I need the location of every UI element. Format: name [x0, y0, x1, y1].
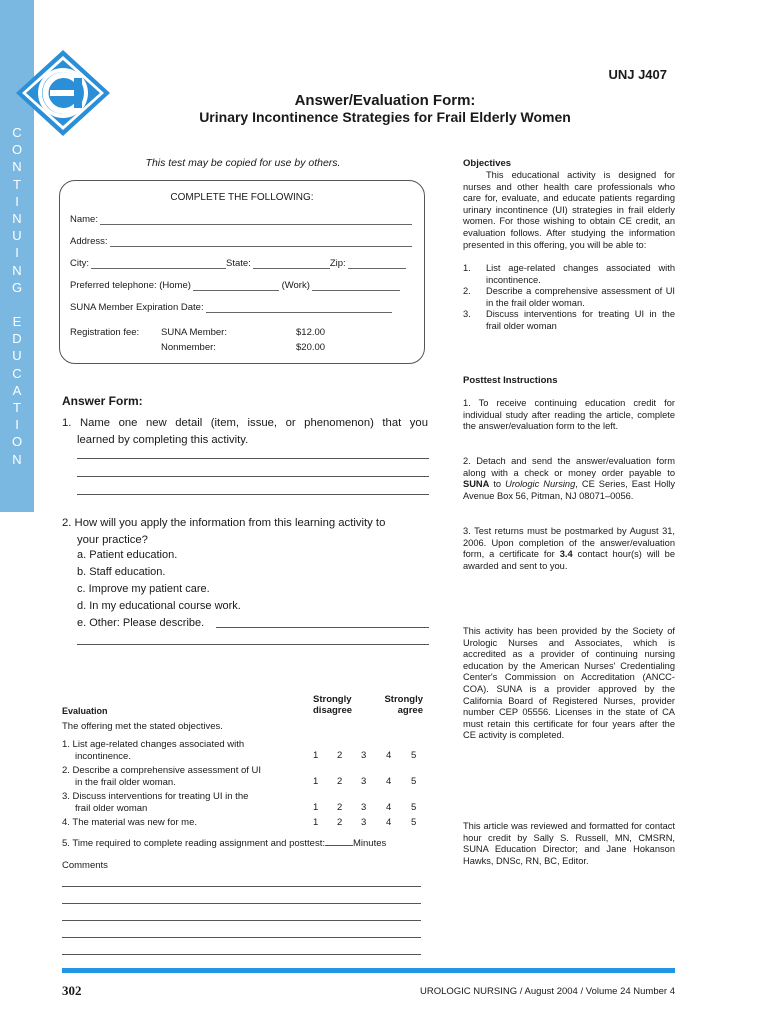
page-number: 302 [62, 983, 82, 998]
city-label: City: [70, 258, 89, 269]
evaluation-item-text: incontinence. [75, 750, 131, 762]
form-title: Answer/Evaluation Form: [294, 92, 476, 109]
comments-line[interactable] [62, 937, 421, 938]
question-1-line2: learned by completing this activity. [77, 434, 249, 446]
sidebar-letter: I [15, 245, 19, 261]
objective-item [463, 263, 675, 286]
city-field[interactable] [91, 258, 226, 269]
city-state-zip-row [70, 258, 406, 271]
rating-option[interactable]: 1 [313, 817, 319, 828]
objective-number: 2. [463, 286, 471, 297]
journal-name: Urologic Nursing [505, 479, 576, 490]
posttest-step-2-text: 2. Detach and send the answer/evaluation form along with a check or money order payable to [463, 456, 675, 478]
state-field[interactable] [253, 258, 330, 269]
name-label: Name: [70, 214, 98, 225]
option-course-work[interactable]: d. In my educational course work. [77, 600, 241, 612]
option-patient-care[interactable]: c. Improve my patient care. [77, 583, 210, 595]
time-required-text: 5. Time required to complete reading assignment and posttest: [62, 838, 325, 849]
comments-line[interactable] [62, 886, 421, 887]
strongly-disagree-line1: Strongly [313, 694, 352, 705]
zip-field[interactable] [348, 258, 406, 269]
posttest-step-3 [463, 526, 675, 572]
objective-item [463, 309, 675, 332]
comments-line[interactable] [62, 920, 421, 921]
nonmember-label: Nonmember: [161, 342, 216, 353]
state-label: State: [226, 258, 251, 269]
review-note: This article was reviewed and formatted for contact hour credit by Sally S. Russell, MN, CMSRN, SUNA Education Director; and Jane Hokanson Hawks, DNSc, RN, BC, Editor. [463, 821, 675, 866]
zip-label: Zip: [329, 258, 346, 269]
rating-option[interactable]: 5 [411, 802, 417, 813]
rating-option[interactable]: 3 [361, 802, 367, 813]
question-2-line1: 2. How will you apply the information from this learning activity to [62, 517, 386, 529]
posttest-step-2-text: to [489, 479, 506, 490]
journal-id: UNJ J407 [608, 67, 667, 82]
rating-option[interactable]: 4 [386, 802, 392, 813]
question-1-answer-line[interactable] [77, 494, 429, 495]
journal-citation: UROLOGIC NURSING / August 2004 / Volume 24 Number 4 [419, 986, 675, 997]
evaluation-heading: Evaluation [62, 706, 108, 716]
rating-option[interactable]: 3 [361, 776, 367, 787]
comments-line[interactable] [62, 903, 421, 904]
sidebar-letter: N [12, 451, 22, 467]
sidebar-letter: N [12, 159, 22, 175]
option-other[interactable]: e. Other: Please describe. [77, 617, 205, 629]
accreditation-statement: This activity has been provided by the Society of Urologic Nurses and Associates, which is accredited as a provider of continuing nursing education by the American Nurses' Credentialing Center's Commission on Accreditation (ANCC-COA). SUNA is a provider approved by the California Board of Registered Nurses, provider number CEP 05556. Licenses in the state of CA must retain this certificate for four years after the CE activity is completed. [463, 626, 675, 741]
objective-number: 1. [463, 263, 471, 273]
evaluation-item [62, 817, 197, 829]
posttest-heading: Posttest Instructions [463, 375, 558, 386]
nonmember-fee: $20.00 [296, 342, 326, 353]
strongly-disagree-label [313, 694, 352, 716]
member-label: SUNA Member: [161, 327, 227, 338]
answer-form-title: Answer Form: [62, 394, 143, 408]
footer-accent-bar [62, 968, 675, 973]
phone-work-field[interactable] [312, 280, 400, 291]
sidebar-letter: U [12, 228, 22, 244]
sidebar-letter: D [12, 331, 22, 347]
rating-option[interactable]: 4 [386, 750, 392, 761]
sidebar-letter: E [12, 314, 22, 330]
rating-option[interactable]: 3 [361, 750, 367, 761]
rating-option[interactable]: 4 [386, 817, 392, 828]
rating-option[interactable]: 4 [386, 776, 392, 787]
other-describe-line[interactable] [216, 627, 429, 628]
strongly-agree-line1: Strongly [384, 694, 423, 705]
registration-box [59, 180, 425, 364]
phone-work-label: (Work) [281, 280, 310, 291]
evaluation-item-text: in the frail older woman. [75, 776, 176, 788]
rating-option[interactable]: 3 [361, 817, 367, 828]
sidebar-letter: T [13, 176, 21, 192]
comments-line[interactable] [62, 954, 421, 955]
question-2 [62, 515, 428, 549]
question-2-line2: your practice? [77, 534, 148, 546]
address-label: Address: [70, 236, 108, 247]
sidebar-vertical-text [0, 124, 34, 468]
posttest-step-1: 1. To receive continuing education credit for individual study after reading the article, complete the answer/evaluation form to the left. [463, 398, 675, 432]
question-1-line1: 1. Name one new detail (item, issue, or phenomenon) that you [62, 417, 428, 429]
name-field[interactable] [100, 214, 412, 225]
sidebar-letter: I [15, 417, 19, 433]
address-field[interactable] [110, 236, 412, 247]
evaluation-item [62, 791, 248, 814]
member-fee: $12.00 [296, 327, 326, 338]
sidebar-letter: N [12, 262, 22, 278]
suna-bold: SUNA [463, 479, 490, 490]
sidebar-letter: O [11, 142, 23, 158]
expiration-label: SUNA Member Expiration Date: [70, 302, 204, 313]
rating-option[interactable]: 1 [313, 802, 319, 813]
rating-option[interactable]: 2 [337, 776, 343, 787]
sidebar-letter: G [11, 279, 23, 295]
objective-text: Discuss interventions for treating UI in the frail older woman [486, 309, 675, 331]
contact-hours: 3.4 [559, 549, 573, 560]
name-row [70, 214, 412, 227]
rating-option[interactable]: 2 [337, 817, 343, 828]
minutes-field[interactable] [325, 836, 353, 846]
registration-heading: COMPLETE THE FOLLOWING: [170, 192, 314, 203]
evaluation-item-text: frail older woman [75, 802, 148, 814]
objective-text: List age-related changes associated with incontinence. [486, 263, 675, 285]
question-1-answer-line[interactable] [77, 476, 429, 477]
evaluation-item-text: 3. Discuss interventions for treating UI in the [62, 791, 249, 802]
objectives-body: This educational activity is designed for nurses and other health care professionals who care for, evaluate, and educate patients regarding urinary incontinence (UI) strategies in frail elderly women. For those wishing to obtain CE credit, an evaluation follows. After studying the information presented in this offering, you will be able to: [463, 170, 675, 250]
posttest-step-3-text: 3. Test returns must be postmarked by August 31, 2006. Upon completion of the answer/evaluation form, a certificate for [463, 526, 675, 560]
evaluation-item [62, 765, 261, 788]
phone-home-label: Preferred telephone: (Home) [70, 280, 191, 291]
other-describe-line[interactable] [77, 644, 429, 645]
sidebar-letter: O [11, 434, 23, 450]
strongly-agree-label [380, 694, 423, 716]
evaluation-item [62, 739, 244, 762]
strongly-agree-line2: agree [397, 705, 423, 716]
rating-option[interactable]: 5 [411, 750, 417, 761]
expiration-row [70, 302, 392, 315]
rating-option[interactable]: 5 [411, 776, 417, 787]
rating-option[interactable]: 5 [411, 817, 417, 828]
posttest-step-3-text: contact hour(s) will be awarded and sent to you. [463, 549, 675, 571]
objective-number: 3. [463, 309, 471, 320]
time-required-row [62, 836, 386, 850]
objectives-heading: Objectives [463, 158, 512, 169]
rating-option[interactable]: 1 [313, 776, 319, 787]
sidebar-letter: T [13, 400, 21, 415]
objective-item [463, 286, 675, 309]
question-1 [62, 415, 428, 449]
copy-note: This test may be copied for use by others. [145, 157, 341, 169]
rating-option[interactable]: 1 [313, 750, 319, 761]
comments-label: Comments [62, 860, 108, 871]
evaluation-intro: The offering met the stated objectives. [62, 721, 223, 732]
sidebar-letter: A [12, 382, 22, 398]
evaluation-item-text: 2. Describe a comprehensive assessment of UI [62, 765, 262, 776]
evaluation-item-text: 1. List age-related changes associated with [62, 739, 245, 750]
strongly-disagree-line2: disagree [313, 705, 353, 716]
address-row [70, 236, 412, 249]
sidebar-letter: U [12, 348, 22, 364]
rating-option[interactable]: 2 [337, 802, 343, 813]
objective-text: Describe a comprehensive assessment of UI in the frail older woman. [486, 286, 675, 308]
expiration-field[interactable] [206, 302, 392, 313]
sidebar-letter: C [12, 365, 22, 381]
evaluation-item-text: 4. The material was new for me. [62, 817, 197, 828]
phone-row [70, 280, 400, 293]
minutes-label: Minutes [352, 838, 387, 849]
sidebar-letter: N [12, 210, 22, 226]
posttest-step-2-text: , CE Series, East Holly Avenue Box 56, Pitman, NJ 08071–0056. [463, 479, 676, 501]
sidebar-letter: C [12, 125, 22, 140]
question-1-answer-line[interactable] [77, 458, 429, 459]
rating-option[interactable]: 2 [337, 750, 343, 761]
posttest-step-2 [463, 456, 675, 502]
phone-home-field[interactable] [193, 280, 279, 291]
form-subtitle: Urinary Incontinence Strategies for Frail Elderly Women [199, 109, 571, 125]
sidebar-letter: I [15, 193, 19, 209]
fee-label: Registration fee: [70, 327, 140, 338]
objectives-list [463, 263, 675, 333]
option-patient-education[interactable]: a. Patient education. [77, 549, 178, 561]
sidebar-letter [0, 296, 34, 313]
option-staff-education[interactable]: b. Staff education. [77, 566, 166, 578]
